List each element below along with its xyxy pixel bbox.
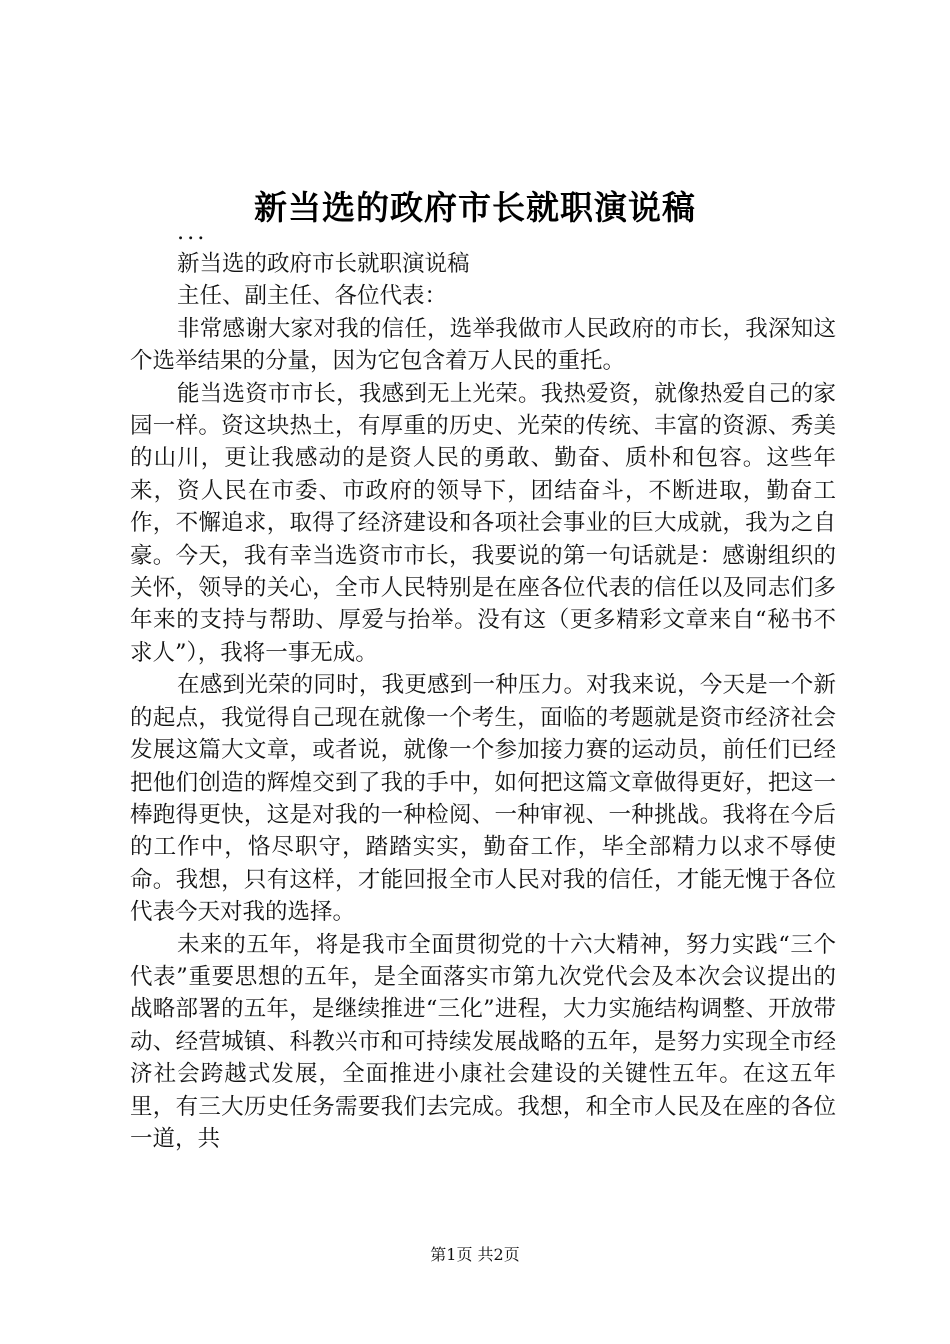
subtitle-line: 新当选的政府市长就职演说稿 — [177, 251, 470, 277]
document-body — [130, 219, 836, 1155]
page-number-footer: 第1页 共2页 — [430, 1245, 520, 1264]
ellipsis-marker: ... — [177, 219, 208, 245]
document-title: 新当选的政府市长就职演说稿 — [254, 188, 696, 227]
salutation: 主任、副主任、各位代表： — [177, 283, 448, 310]
paragraph-1: 非常感谢大家对我的信任，选举我做市人民政府的市长，我深知这个选举结果的分量，因为它包含着万人民的重托。 — [130, 315, 836, 375]
paragraph-2: 能当选资市市长，我感到无上光荣。我热爱资，就像热爱自己的家园一样。资这块热土，有厚重的历史、光荣的传统、丰富的资源、秀美的山川，更让我感动的是资人民的勇敢、勤奋、质朴和包容。这些年来，资人民在市委、市政府的领导下，团结奋斗，不断进取，勤奋工作，不懈追求，取得了经济建设和各项社会事业的巨大成就，我为之自豪。今天，我有幸当选资市市长，我要说的第一句话就是：感谢组织的关怀，领导的关心，全市人民特别是在座各位代表的信任以及同志们多年来的支持与帮助、厚爱与抬举。没有这（更多精彩文章来自“秘书不求人”），我将一事无成。 — [130, 380, 836, 666]
paragraph-4: 未来的五年，将是我市全面贯彻党的十六大精神，努力实践“三个代表”重要思想的五年，是全面落实市第九次党代会及本次会议提出的战略部署的五年，是继续推进“三化”进程，大力实施结构调整、开放带动、经营城镇、科教兴市和可持续发展战略的五年，是努力实现全市经济社会跨越式发展，全面推进小康社会建设的关键性五年。在这五年里，有三大历史任务需要我们去完成。我想，和全市人民及在座的各位一道，共 — [130, 931, 836, 1152]
paragraph-3: 在感到光荣的同时，我更感到一种压力。对我来说，今天是一个新的起点，我觉得自己现在就像一个考生，面临的考题就是资市经济社会发展这篇大文章，或者说，就像一个参加接力赛的运动员，前任们已经把他们创造的辉煌交到了我的手中，如何把这篇文章做得更好，把这一棒跑得更快，这是对我的一种检阅、一种审视、一种挑战。我将在今后的工作中，恪尽职守，踏踏实实，勤奋工作，毕全部精力以求不辱使命。我想，只有这样，才能回报全市人民对我的信任，才能无愧于各位代表今天对我的选择。 — [130, 672, 836, 926]
